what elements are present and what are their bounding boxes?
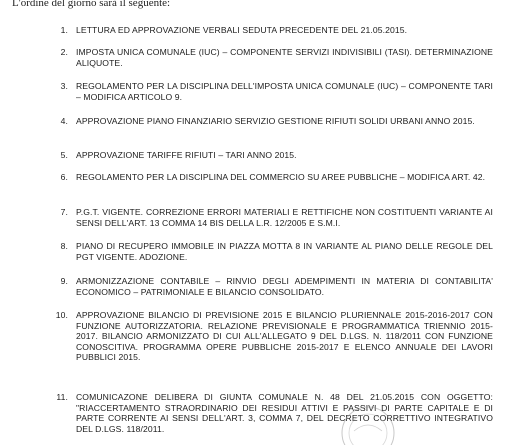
agenda-item-number: 5. (60, 150, 68, 160)
agenda-item-number: 7. (60, 207, 68, 217)
agenda-item-number: 2. (60, 47, 68, 57)
agenda-item-text: ARMONIZZAZIONE CONTABILE – RINVIO DEGLI ADEMPIMENTI IN MATERIA DI CONTABILITA' ECONOMICO – PATRIMONIALE E BILANCIO CONSOLIDATO. (76, 276, 493, 297)
agenda-item-text: LETTURA ED APPROVAZIONE VERBALI SEDUTA PRECEDENTE DEL 21.05.2015. (76, 25, 408, 35)
agenda-item-text: REGOLAMENTO PER LA DISCIPLINA DELL'IMPOSTA UNICA COMUNALE (IUC) – COMPONENTE TARI – MODIFICA ARTICOLO 9. (76, 81, 493, 102)
agenda-item (48, 116, 493, 127)
seal-stamp-icon (330, 395, 400, 445)
agenda-item-text: APPROVAZIONE TARIFFE RIFIUTI – TARI ANNO 2015. (76, 150, 297, 160)
agenda-item (48, 47, 493, 68)
agenda-item-text: IMPOSTA UNICA COMUNALE (IUC) – COMPONENTE SERVIZI INDIVISIBILI (TASI). DETERMINAZIONE ALIQUOTE. (76, 47, 493, 68)
agenda-item-number: 4. (60, 116, 68, 126)
agenda-item-text: COMUNICAZONE DELIBERA DI GIUNTA COMUNALE N. 48 DEL 21.05.2015 CON OGGETTO: "RIACCERTAMENTO STRAORDINARIO DEI RESIDUI ATTIVI E PASSIVI DI PARTE CAPITALE E DI PARTE CORRENTE AI SENSI DELL'ART. 3, COMMA 7, DEL DECRETO CORRETTIVO INTEGRATIVO DEL D.LGS. 118/2011. (76, 392, 493, 434)
agenda-item-number: 10. (55, 310, 68, 320)
agenda-item-text: APPROVAZIONE BILANCIO DI PREVISIONE 2015 E BILANCIO PLURIENNALE 2015-2016-2017 CON FUNZIONE AUTORIZZATORIA. RELAZIONE PREVISIONALE E PROGRAMMATICA TRIENNIO 2015-2017. BILANCIO ARMONIZZATO DI CUI ALL'ALLEGATO 9 DEL D.LGS. N. 118/2011 CON FUNZIONE CONOSCITIVA. PROGRAMMA OPERE PUBBLICHE 2015-2017 E ELENCO ANNUALE DEI LAVORI PUBBLICI 2015. (76, 310, 493, 363)
agenda-item-number: 6. (60, 172, 68, 182)
agenda-item (48, 207, 493, 228)
intro-text: L'ordine del giorno sarà il seguente: (12, 0, 171, 9)
agenda-item (48, 25, 493, 36)
agenda-item (48, 172, 493, 183)
agenda-item-number: 11. (56, 392, 68, 402)
agenda-item-text: PIANO DI RECUPERO IMMOBILE IN PIAZZA MOTTA 8 IN VARIANTE AL PIANO DELLE REGOLE DEL PGT VIGENTE. ADOZIONE. (76, 241, 493, 262)
agenda-item-number: 1. (60, 25, 68, 35)
agenda-item-text: APPROVAZIONE PIANO FINANZIARIO SERVIZIO GESTIONE RIFIUTI SOLIDI URBANI ANNO 2015. (76, 116, 475, 126)
agenda-item-number: 8. (60, 241, 68, 251)
agenda-item (48, 150, 493, 161)
agenda-item (48, 276, 493, 297)
agenda-item (48, 241, 493, 262)
agenda-item (48, 310, 493, 363)
agenda-item-text: P.G.T. VIGENTE. CORREZIONE ERRORI MATERIALI E RETTIFICHE NON COSTITUENTI VARIANTE AI SENSI DELL'ART. 13 COMMA 14 BIS DELLA L.R. 12/2005 E S.M.I. (76, 207, 493, 228)
agenda-item (48, 81, 493, 102)
agenda-item-number: 9. (60, 276, 68, 286)
agenda-item (48, 392, 493, 434)
agenda-item-number: 3. (60, 81, 68, 91)
agenda-item-text: REGOLAMENTO PER LA DISCIPLINA DEL COMMERCIO SU AREE PUBBLICHE – MODIFICA ART. 42. (76, 172, 486, 182)
